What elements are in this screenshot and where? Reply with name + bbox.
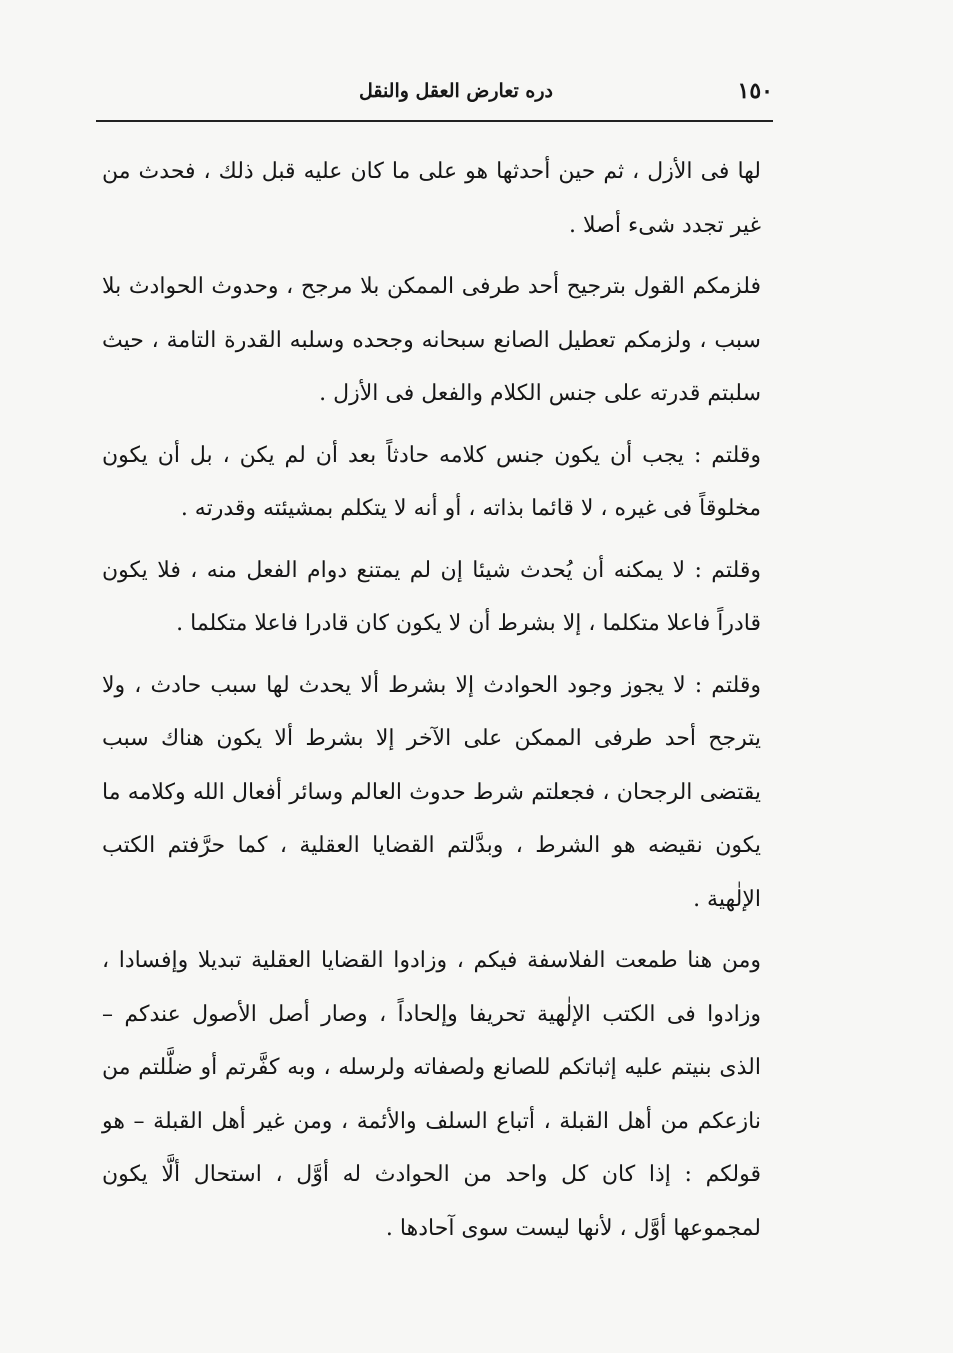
paragraph-6: ومن هنا طمعت الفلاسفة فيكم ، وزادوا القضايا العقلية تبديلا وإفسادا ، وزادوا فى الكتب الإلٰهية تحريفا وإلحاداً ، وصار أصل الأصول عندكم – الذى بنيتم عليه إثباتكم للصانع ولصفاته ولرسله ، وبه كفَّرتم أو ضلَّلتم من نازعكم من أهل القبلة ، أتباع السلف والأئمة ، ومن غير أهل القبلة – هو قولكم : إذا كان كل واحد من الحوادث له أوَّل ، استحال ألَّا يكون لمجموعها أوَّل ، لأنها ليست سوى آحادها . <box>102 948 761 1241</box>
body-text <box>102 145 761 1255</box>
paragraph-3: وقلتم : يجب أن يكون جنس كلامه حادثاً بعد أن لم يكن ، بل أن يكون مخلوقاً فى غيره ، لا قائما بذاته ، أو أنه لا يتكلم بمشيئته وقدرته . <box>102 442 761 521</box>
page-header <box>96 78 773 108</box>
running-title: دره تعارض العقل والنقل <box>358 80 553 102</box>
page-number: ١٥٠ <box>737 78 773 104</box>
paragraph-2: فلزمكم القول بترجيح أحد طرفى الممكن بلا مرجح ، وحدوث الحوادث بلا سبب ، ولزمكم تعطيل الصانع سبحانه وجحده وسلبه القدرة التامة ، حيث سلبتم قدرته على جنس الكلام والفعل فى الأزل . <box>102 274 761 406</box>
paragraph-1: لها فى الأزل ، ثم حين أحدثها هو على ما كان عليه قبل ذلك ، فحدث من غير تجدد شىء أصلا . <box>102 159 761 238</box>
paragraph-4: وقلتم : لا يمكنه أن يُحدث شيئا إن لم يمتنع دوام الفعل منه ، فلا يكون قادراً فاعلا متكلما ، إلا بشرط أن لا يكون كان قادرا فاعلا متكلما . <box>102 557 761 636</box>
header-rule <box>96 120 773 122</box>
paragraph-5: وقلتم : لا يجوز وجود الحوادث إلا بشرط ألا يحدث لها سبب حادث ، ولا يترجح أحد طرفى الممكن على الآخر إلا بشرط ألا يكون هناك سبب يقتضى الرجحان ، فجعلتم شرط حدوث العالم وسائر أفعال الله وكلامه ما يكون نقيضه هو الشرط ، وبدَّلتم القضايا العقلية ، كما حرَّفتم الكتب الإلٰهية . <box>102 672 761 912</box>
